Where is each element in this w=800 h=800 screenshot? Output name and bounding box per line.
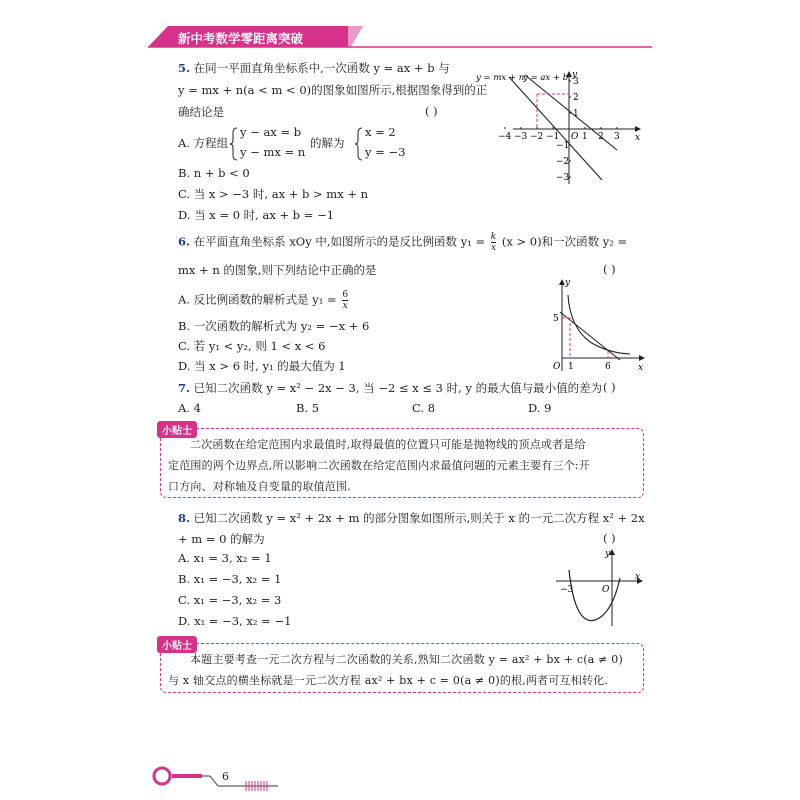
q7-answer-paren: ( ) — [603, 380, 616, 394]
tip2-text-2: 与 x 轴交点的横坐标就是一元二次方程 ax² + bx + c = 0(a ≠ 0)的根,两者可互相转化. — [168, 674, 609, 687]
q6-option-b[interactable]: B. 一次函数的解析式为 y₂ = −x + 6 — [178, 319, 370, 333]
q5-answer-paren: ( ) — [425, 104, 438, 118]
q6-origin: O — [553, 362, 561, 372]
q8-text-1: 已知二次函数 y = x² + 2x + m 的部分图象如图所示,则关于 x 的一元二次方程 x² + 2x — [193, 511, 645, 525]
q5-x-tick-label: −3 — [514, 132, 528, 142]
q8-option-c[interactable]: C. x₁ = −3, x₂ = 3 — [178, 593, 282, 607]
q8-x-tick--3: −3 — [560, 585, 574, 595]
q6-fraction-den: x — [490, 243, 497, 253]
q7-option-c[interactable]: C. 8 — [412, 401, 436, 415]
q5-option-c[interactable]: C. 当 x > −3 时, ax + b > mx + n — [178, 187, 369, 201]
q6-x-tick-1: 1 — [568, 362, 574, 372]
tip-badge-1: 小贴士 — [157, 421, 197, 438]
q6-option-d[interactable]: D. 当 x > 6 时, y₁ 的最大值为 1 — [178, 359, 346, 373]
q6-text-2: mx + n 的图象,则下列结论中正确的是 — [178, 263, 377, 277]
tip1-text-2: 定范围的两个边界点,所以影响二次函数在给定范围内求最值问题的元素主要有三个:开 — [168, 459, 590, 472]
q5-y-tick-label: 2 — [573, 93, 579, 103]
q5-text-2: y = mx + n(a < m < 0)的图象如图所示,根据图象得到的正 — [178, 83, 488, 97]
q5-option-d[interactable]: D. 当 x = 0 时, ax + b = −1 — [178, 208, 335, 222]
q7-option-b[interactable]: B. 5 — [296, 401, 320, 415]
q6-option-a[interactable] — [178, 290, 348, 311]
q5-y-tick-label: 3 — [573, 77, 579, 87]
q6-option-a-den: x — [342, 301, 348, 311]
q5-x-tick-label: −4 — [498, 132, 512, 142]
q6-axis-y-label: y — [565, 278, 571, 288]
q7-text: 已知二次函数 y = x² − 2x − 3, 当 −2 ≤ x ≤ 3 时, y 的最大值与最小值的差为 — [193, 381, 603, 395]
q6-line-1 — [178, 232, 627, 253]
q5-text-3: 确结论是 — [178, 105, 224, 119]
q8-graph — [550, 548, 650, 628]
page-number: 6 — [222, 770, 229, 783]
footer-decoration — [150, 764, 280, 792]
tip2-text-1: 本题主要考查一元二次方程与二次函数的关系,熟知二次函数 y = ax² + bx + c(a ≠ 0) — [190, 653, 623, 666]
q6-x-tick-6: 6 — [605, 362, 611, 372]
q5-line-1 — [178, 60, 450, 76]
q7-option-a[interactable]: A. 4 — [178, 401, 201, 415]
q7-line — [178, 380, 602, 396]
q5-solution-brace-icon — [355, 127, 363, 161]
q5-x-tick-label: −2 — [530, 132, 544, 142]
q6-fraction — [491, 232, 496, 253]
q8-axis-y-label: y — [605, 549, 611, 559]
q8-origin: O — [602, 585, 610, 595]
q7-number: 7. — [178, 381, 191, 395]
q5-option-a-label: A. 方程组 — [178, 136, 229, 150]
q5-option-b[interactable]: B. n + b < 0 — [178, 166, 250, 180]
q5-option-a-mid: 的解为 — [310, 136, 345, 150]
q5-system-eq1: y − ax = b — [240, 125, 302, 139]
q5-y-tick-label: −3 — [556, 173, 570, 183]
q5-label-mx-n: y = mx + n — [476, 73, 525, 83]
q8-option-b[interactable]: B. x₁ = −3, x₂ = 1 — [178, 572, 282, 586]
q5-y-tick-label: 1 — [573, 109, 579, 119]
q6-fraction-num: k — [490, 232, 497, 242]
q5-origin: O — [571, 132, 579, 142]
tip-badge-2: 小贴士 — [157, 636, 197, 653]
q5-x-tick-label: 2 — [598, 132, 604, 142]
q8-line-1 — [178, 510, 645, 526]
q5-y-tick-label: −1 — [556, 141, 570, 151]
q6-answer-paren: ( ) — [603, 262, 616, 276]
q6-axis-x-label: x — [638, 363, 644, 373]
q8-number: 8. — [178, 511, 191, 525]
q5-system-eq2: y − mx = n — [240, 145, 306, 159]
q8-option-d[interactable]: D. x₁ = −3, x₂ = −1 — [178, 614, 292, 628]
q6-text-1a: 在平面直角坐标系 xOy 中,如图所示的是反比例函数 y₁ = — [193, 234, 486, 249]
q5-text-1: 在同一平面直角坐标系中,一次函数 y = ax + b 与 — [193, 61, 450, 75]
q8-answer-paren: ( ) — [603, 531, 616, 545]
q5-y-ticks — [556, 77, 579, 183]
q8-axis-x-label: x — [635, 572, 641, 582]
footer-ring-icon — [154, 768, 170, 784]
header-banner — [148, 26, 652, 48]
q6-graph — [540, 275, 650, 375]
header-title: 新中考数学零距离突破 — [178, 31, 304, 46]
q6-text-1b: (x > 0)和一次函数 y₂ = — [501, 234, 628, 249]
tip1-text-3: 口方向、对称轴及自变量的取值范围. — [168, 480, 351, 493]
q8-text-2: + m = 0 的解为 — [178, 532, 265, 546]
q5-y-tick-label: −2 — [556, 157, 570, 167]
q6-option-c[interactable]: C. 若 y₁ < y₂, 则 1 < x < 6 — [178, 339, 326, 353]
q5-solution-y: y = −3 — [365, 145, 406, 159]
q5-x-tick-label: −1 — [546, 132, 560, 142]
q6-number: 6. — [178, 234, 191, 249]
q5-solution-x: x = 2 — [365, 125, 396, 139]
q5-number: 5. — [178, 61, 191, 75]
q7-option-d[interactable]: D. 9 — [528, 401, 552, 415]
q6-line — [560, 312, 620, 360]
q6-option-a-num: 6 — [342, 290, 349, 300]
q6-y-tick-5: 5 — [553, 314, 559, 324]
tip1-text-1: 二次函数在给定范围内求最值时,取得最值的位置只可能是抛物线的顶点或者是给 — [190, 438, 586, 451]
q5-x-tick-label: 3 — [614, 132, 620, 142]
q5-system-brace-icon — [230, 127, 238, 161]
q5-axis-x-label: x — [635, 133, 641, 143]
q6-hyperbola — [568, 295, 630, 354]
q6-option-a-fraction — [342, 290, 348, 311]
q5-graph — [475, 68, 650, 188]
q5-axis-y-label: y — [572, 70, 578, 80]
q5-x-tick-label: 1 — [582, 132, 588, 142]
q5-label-ax-b: y = ax + b — [523, 73, 569, 83]
q6-option-a-label: A. 反比例函数的解析式是 y₁ = — [178, 292, 337, 307]
q8-option-a[interactable]: A. x₁ = 3, x₂ = 1 — [178, 551, 272, 565]
